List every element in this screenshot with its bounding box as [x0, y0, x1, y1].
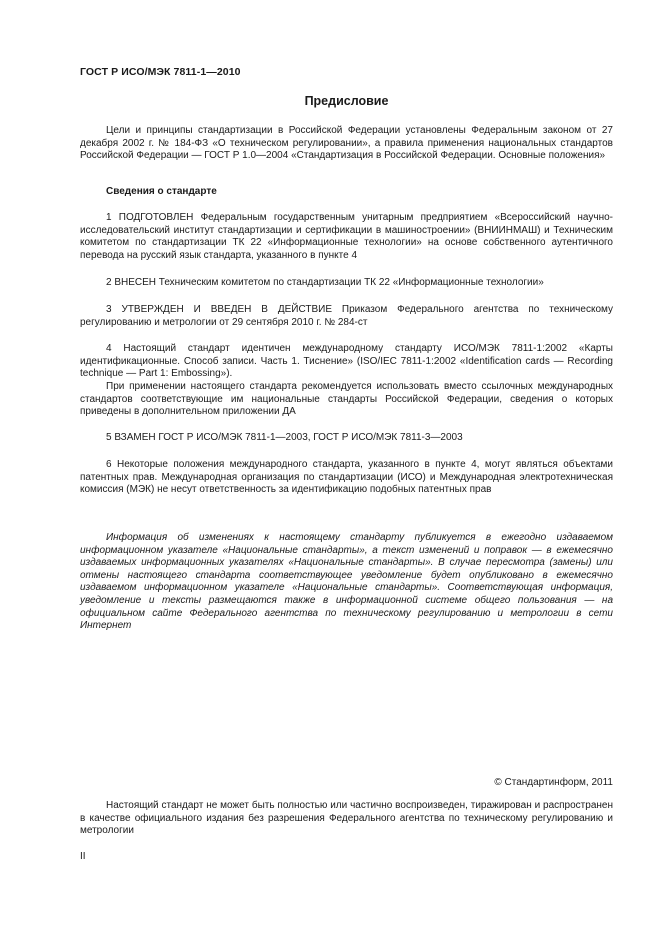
- changes-notice-paragraph: Информация об изменениях к настоящему стандарту публикуется в ежегодно издаваемом информационном указателе «Национальные стандарты», а текст изменений и поправок — в ежемесячно издаваемых информационных указателях «Национальные стандарты». В случае пересмотра (замены) или отмены настоящего стандарта соответствующее уведомление будет опубликовано в ежемесячно издаваемом информационном указателе «Национальные стандарты». Соответствующая информация, уведомление и тексты размещаются также в информационной системе общего пользования — на официальном сайте Федерального агентства по техническому регулированию и метрологии в сети Интернет: [80, 532, 613, 632]
- page-number: II: [80, 851, 86, 862]
- item-6-paragraph: 6 Некоторые положения международного стандарта, указанного в пункте 4, могут являться объектами патентных прав. Международная организация по стандартизации (ИСО) и Международная электротехническая комиссия (МЭК) не несут ответственность за идентификацию подобных патентных прав: [80, 459, 613, 496]
- copyright-notice: © Стандартинформ, 2011: [494, 777, 613, 788]
- item-4-paragraph: 4 Настоящий стандарт идентичен международному стандарту ИСО/МЭК 7811-1:2002 «Карты идентификационные. Способ записи. Часть 1. Тиснение» (ISO/IEC 7811-1:2002 «Identification cards — Recording technique — Part 1: Embossing»).: [80, 343, 613, 380]
- item-5-paragraph: 5 ВЗАМЕН ГОСТ Р ИСО/МЭК 7811-1—2003, ГОСТ Р ИСО/МЭК 7811-3—2003: [106, 432, 463, 443]
- item-2-paragraph: 2 ВНЕСЕН Техническим комитетом по стандартизации ТК 22 «Информационные технологии»: [106, 277, 544, 288]
- document-header: ГОСТ Р ИСО/МЭК 7811-1—2010: [80, 66, 241, 78]
- item-1-paragraph: 1 ПОДГОТОВЛЕН Федеральным государственным унитарным предприятием «Всероссийский научно-исследовательский институт стандартизации и сертификации в машиностроении» (ВНИИНМАШ) и Техническим комитетом по стандартизации ТК 22 «Информационные технологии» на основе собственного аутентичного перевода на русский язык стандарта, указанного в пункте 4: [80, 212, 613, 261]
- intro-paragraph: Цели и принципы стандартизации в Российской Федерации установлены Федеральным законом от 27 декабря 2002 г. № 184-ФЗ «О техническом регулировании», а правила применения национальных стандартов Российской Федерации — ГОСТ Р 1.0—2004 «Стандартизация в Российской Федерации. Основные положения»: [80, 125, 613, 162]
- item-3-paragraph: 3 УТВЕРЖДЕН И ВВЕДЕН В ДЕЙСТВИЕ Приказом Федерального агентства по техническому регулированию и метрологии от 29 сентября 2010 г. № 284-ст: [80, 304, 613, 328]
- item-4-note-paragraph: При применении настоящего стандарта рекомендуется использовать вместо ссылочных международных стандартов соответствующие им национальные стандарты Российской Федерации, сведения о которых приведены в дополнительном приложении ДА: [80, 381, 613, 418]
- reproduction-notice-paragraph: Настоящий стандарт не может быть полностью или частично воспроизведен, тиражирован и распространен в качестве официального издания без разрешения Федерального агентства по техническому регулированию и метрологии: [80, 800, 613, 837]
- page-title: Предисловие: [304, 94, 389, 108]
- section-heading: Сведения о стандарте: [106, 186, 217, 197]
